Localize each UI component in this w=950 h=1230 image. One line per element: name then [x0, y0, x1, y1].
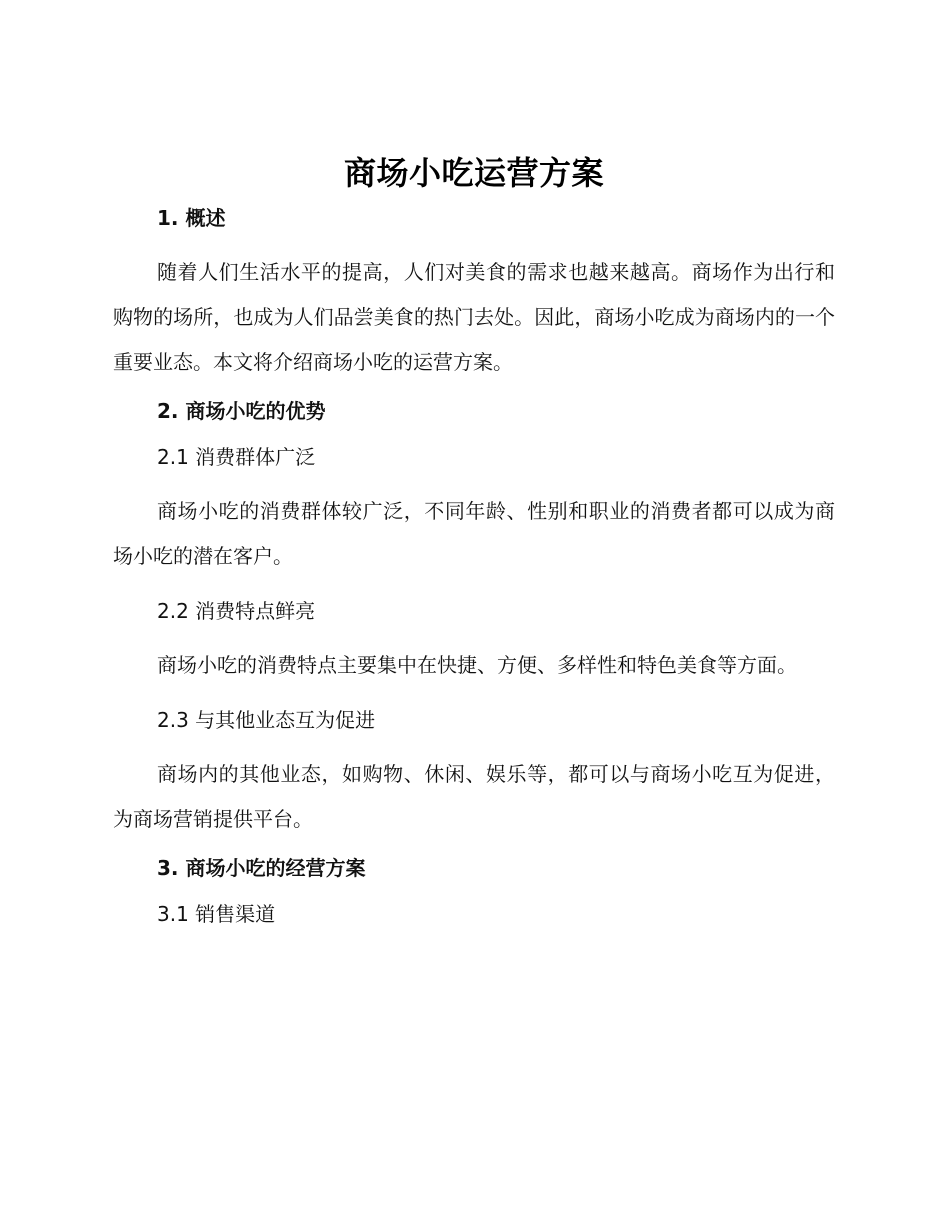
- section-heading-overview: 1. 概述: [157, 206, 226, 230]
- paragraph-overview: 随着人们生活水平的提高，人们对美食的需求也越来越高。商场作为出行和购物的场所，也成为人们品尝美食的热门去处。因此，商场小吃成为商场内的一个重要业态。本文将介绍商场小吃的运营方案。: [113, 260, 835, 374]
- subsection-heading-3-1: 3.1 销售渠道: [157, 902, 276, 926]
- section-heading-advantages: 2. 商场小吃的优势: [157, 399, 326, 423]
- paragraph-2-3: 商场内的其他业态，如购物、休闲、娱乐等，都可以与商场小吃互为促进，为商场营销提供平台。: [113, 762, 835, 831]
- subsection-heading-2-1: 2.1 消费群体广泛: [157, 445, 316, 469]
- paragraph-2-2: 商场小吃的消费特点主要集中在快捷、方便、多样性和特色美食等方面。: [157, 653, 797, 677]
- document-title: 商场小吃运营方案: [343, 154, 604, 192]
- subsection-heading-2-3: 2.3 与其他业态互为促进: [157, 708, 376, 732]
- paragraph-2-1: 商场小吃的消费群体较广泛，不同年龄、性别和职业的消费者都可以成为商场小吃的潜在客户。: [113, 499, 835, 568]
- section-heading-operation-plan: 3. 商场小吃的经营方案: [157, 856, 366, 880]
- document-body: [113, 150, 835, 928]
- subsection-heading-2-2: 2.2 消费特点鲜亮: [157, 599, 316, 623]
